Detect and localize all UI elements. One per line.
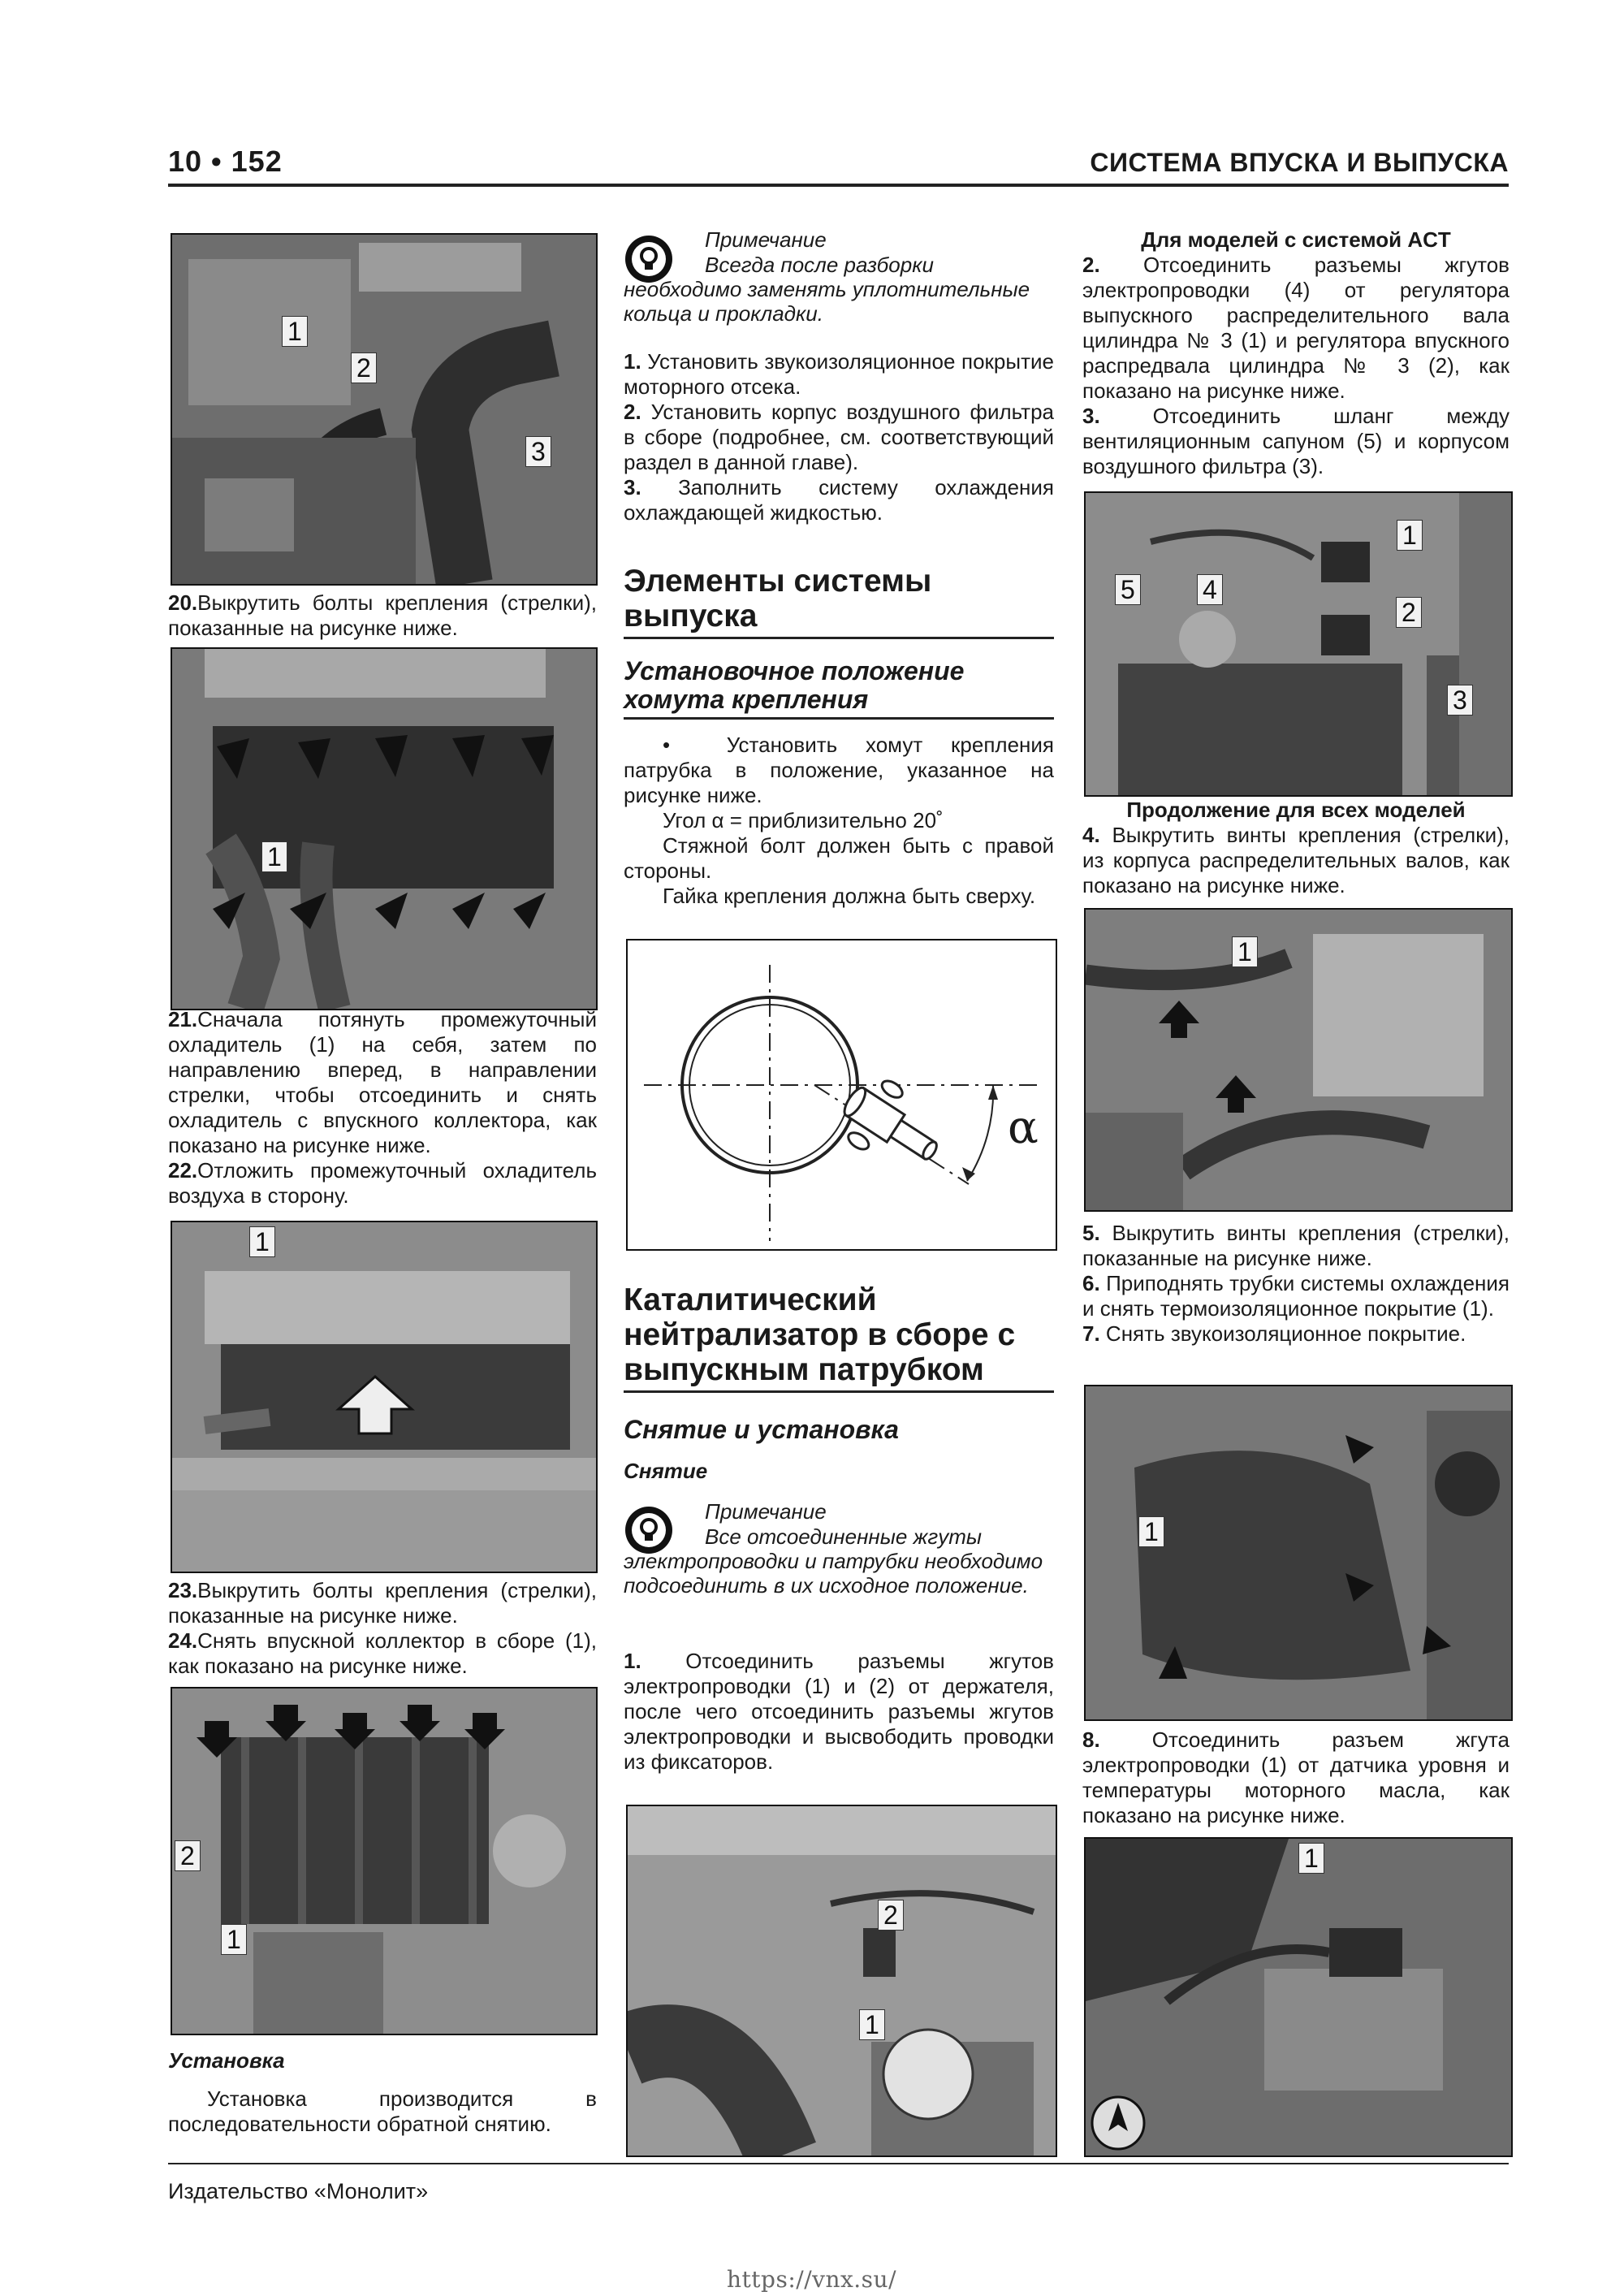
callout-1: 1 [282, 316, 308, 347]
step-text: Отложить промежуточный охладитель воздуха в сторону. [168, 1158, 597, 1208]
note-title: Примечание [705, 227, 827, 252]
section-header: СИСТЕМА ВПУСКА И ВЫПУСКА [1090, 148, 1509, 177]
step-number: 7. [1082, 1321, 1100, 1346]
step-number: 22. [168, 1158, 198, 1183]
step-20 [168, 590, 597, 641]
act-models-block [1082, 227, 1510, 479]
bolt-text: Стяжной болт должен быть с правой стороны. [624, 833, 1054, 883]
step-text: Установить корпус воздушного фильтра в сборе (подробнее, см. соответствующий раздел в данной главе). [624, 400, 1054, 474]
engine-photo-4 [171, 1687, 598, 2035]
callout-1: 1 [261, 841, 287, 872]
publisher: Издательство «Монолит» [168, 2179, 429, 2203]
step-number: 23. [168, 1578, 198, 1602]
removal-heading: Снятие [624, 1459, 708, 1483]
step-text: Отсоединить разъемы жгутов электропроводки (1) и (2) от держателя, после чего отсоединить разъемы жгутов электропроводки и высвободить проводки из фиксаторов. [624, 1649, 1054, 1774]
callout-4: 4 [1197, 574, 1223, 605]
step-text: Отсоединить разъемы жгутов электропроводки (4) от регулятора выпускного распределительного вала цилиндра № 3 (1) и регулятора впускного распредвала цилиндра № 3 (2), как показано на рисунке ниже. [1082, 253, 1510, 403]
step-number: 8. [1082, 1727, 1100, 1752]
step-text: Сначала потянуть промежуточный охладитель (1) на себя, затем по направлению вперед, в направлении стрелки, чтобы отсоединить и снять охладитель с впускного коллектора, как показано на рисунке ниже. [168, 1007, 597, 1157]
step-number: 5. [1082, 1221, 1100, 1245]
callout-1: 1 [1232, 936, 1258, 967]
bullet-icon: • [663, 733, 727, 757]
install-steps [624, 349, 1054, 525]
removal-step-1 [624, 1649, 1054, 1775]
step-number: 21. [168, 1007, 198, 1031]
engine-photo-6 [1084, 491, 1513, 797]
step-text: Приподнять трубки системы охлаждения и снять термоизоляционное покрытие (1). [1082, 1271, 1510, 1321]
step-21-22 [168, 1007, 597, 1209]
callout-3: 3 [1447, 685, 1473, 716]
callout-1: 1 [1138, 1516, 1164, 1547]
callout-3: 3 [525, 436, 551, 467]
callout-1: 1 [1397, 520, 1423, 551]
step-23-24 [168, 1578, 597, 1679]
alpha-label: α [1008, 1101, 1039, 1154]
step-number: 2. [1082, 253, 1100, 277]
note-title: Примечание [705, 1499, 827, 1524]
note-1 [624, 227, 1054, 326]
step-8 [1082, 1727, 1510, 1828]
installation-heading: Установка [168, 2048, 285, 2073]
callout-1: 1 [249, 1226, 275, 1257]
engine-photo-5 [626, 1805, 1057, 2157]
step-text: Установить звукоизоляционное покрытие моторного отсека. [624, 349, 1054, 399]
step-number: 1. [624, 349, 641, 374]
engine-photo-2 [171, 647, 598, 1010]
page-number: 10 • 152 [168, 145, 283, 178]
watermark-url[interactable]: https://vnx.su/ [727, 2266, 897, 2293]
callout-1: 1 [859, 2009, 885, 2040]
callout-5: 5 [1115, 574, 1141, 605]
note-2 [624, 1499, 1054, 1598]
step-number: 2. [624, 400, 641, 424]
step-number: 3. [1082, 404, 1100, 428]
bullet-text: Установить хомут крепления патрубка в положение, указанное на рисунке ниже. [624, 733, 1054, 807]
step-text: Выкрутить болты крепления (стрелки), показанные на рисунке ниже. [168, 590, 597, 640]
section-title: Элементы системы выпуска [624, 564, 932, 633]
step-number: 4. [1082, 823, 1100, 847]
section-exhaust [624, 564, 1054, 909]
clamp-diagram [626, 939, 1057, 1251]
engine-photo-3 [171, 1221, 598, 1573]
step-text: Выкрутить винты крепления (стрелки), из корпуса распределительных валов, как показано на рисунке ниже. [1082, 823, 1510, 897]
continuation-heading: Продолжение для всех моделей [1126, 798, 1466, 822]
engine-photo-7 [1084, 908, 1513, 1212]
step-number: 3. [624, 475, 641, 499]
callout-2: 2 [351, 352, 377, 383]
step-number: 1. [624, 1649, 641, 1673]
step-text: Снять впускной коллектор в сборе (1), как показано на рисунке ниже. [168, 1628, 597, 1678]
callout-2: 2 [175, 1840, 201, 1871]
engine-photo-8 [1084, 1385, 1513, 1721]
act-heading: Для моделей с системой ACT [1141, 227, 1451, 252]
step-text: Заполнить систему охлаждения охлаждающей жидкостью. [624, 475, 1054, 525]
section-title: Каталитический нейтрализатор в сборе с выпускным патрубком [624, 1282, 1016, 1387]
engine-photo-1 [171, 233, 598, 586]
nut-text: Гайка крепления должна быть сверху. [663, 884, 1036, 908]
step-number: 24. [168, 1628, 198, 1653]
subsection-title: Установочное положение хомута крепления [624, 656, 965, 714]
step-text: Отсоединить разъем жгута электропроводки (1) от датчика уровня и температуры моторного масла, как показано на рисунке ниже. [1082, 1727, 1510, 1827]
installation-text: Установка производится в последовательности обратной снятию. [168, 2086, 597, 2136]
steps-5-7 [1082, 1221, 1510, 1347]
note-text: Все отсоединенные жгуты электропроводки и патрубки необходимо подсоединить в их исходное положение. [624, 1524, 1043, 1598]
step-text: Выкрутить болты крепления (стрелки), показанные на рисунке ниже. [168, 1578, 597, 1628]
step-text: Снять звукоизоляционное покрытие. [1105, 1321, 1466, 1346]
continuation-block [1082, 798, 1510, 898]
step-text: Выкрутить винты крепления (стрелки), показанные на рисунке ниже. [1082, 1221, 1510, 1270]
step-number: 6. [1082, 1271, 1100, 1295]
callout-1: 1 [1298, 1843, 1324, 1874]
footer-rule [168, 2163, 1509, 2164]
installation-block [168, 2048, 597, 2137]
engine-photo-9 [1084, 1837, 1513, 2157]
callout-1: 1 [221, 1924, 247, 1955]
note-text: Всегда после разборки необходимо заменять уплотнительные кольца и прокладки. [624, 253, 1030, 326]
header-rule [168, 184, 1509, 187]
step-text: Отсоединить шланг между вентиляционным сапуном (5) и корпусом воздушного фильтра (3). [1082, 404, 1510, 478]
angle-text: Угол α = приблизительно 20˚ [663, 808, 944, 832]
callout-2: 2 [1396, 597, 1422, 628]
step-number: 20. [168, 590, 198, 615]
section-catalyst [624, 1282, 1054, 1484]
subsection-title: Снятие и установка [624, 1415, 899, 1444]
callout-2: 2 [878, 1900, 904, 1931]
